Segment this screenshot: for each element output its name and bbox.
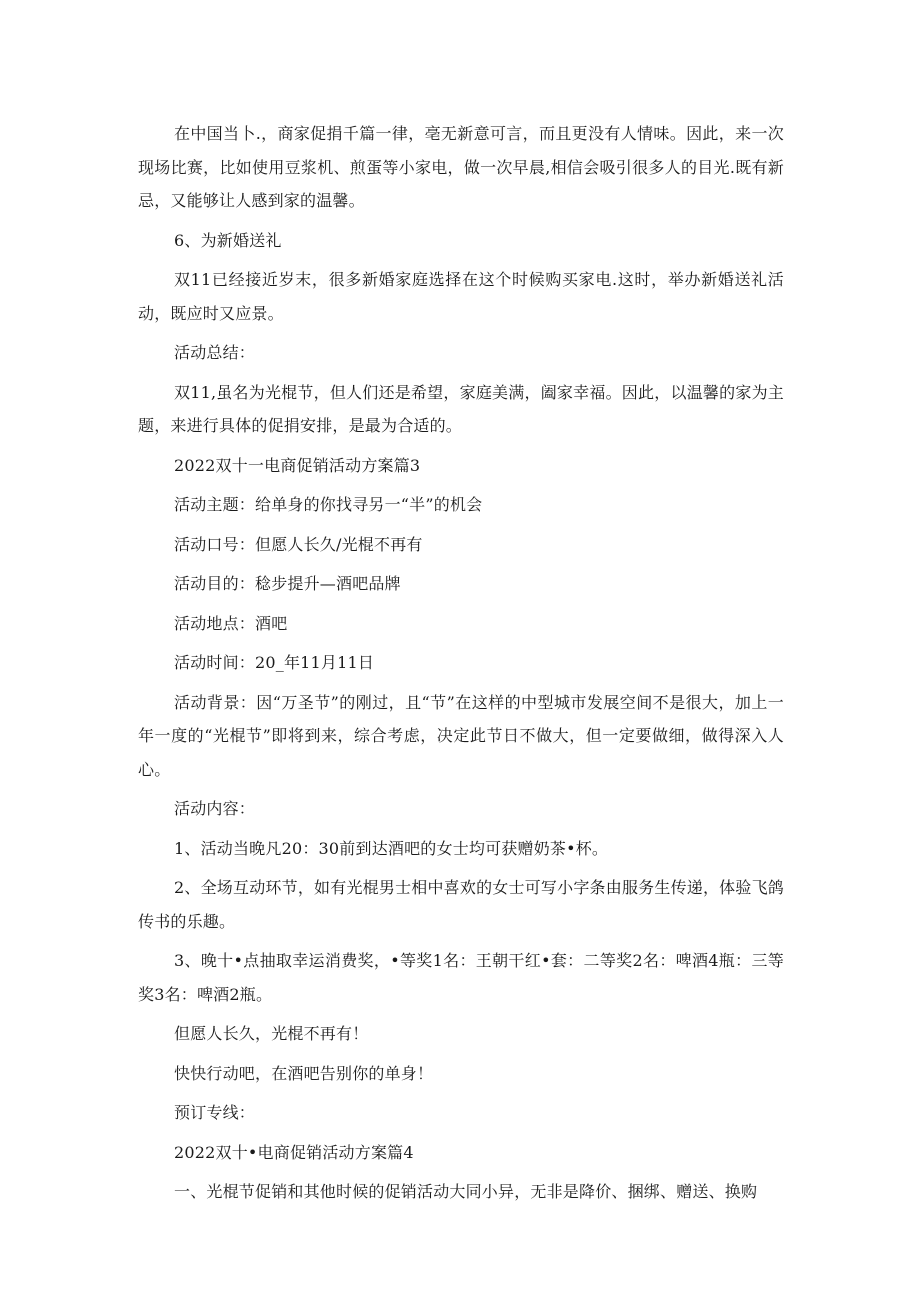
heading-activity-content: 活动内容： [174,799,256,818]
paragraph-intro-competition: 在中国当卜.，商家促捐千篇一律，亳无新意可言，而且更没有人情味。因此，来一次现场比赛，比如使用豆浆机、煎蛋等小家电，做一次早晨,相信会吸引很多人的目光.既有新忌，又能够让人感到家的温馨。 [138,124,784,210]
section-title-plan-4: 2022双十•电商促销活动方案篇4 [174,1142,414,1162]
paragraph-plan-4-intro: 一、光棍节促销和其他时候的促销活动大同小异，无非是降价、捆绑、赠送、换购 [174,1182,758,1201]
content-item-1: 1、活动当晚凡20：30前到达酒吧的女士均可获赠奶茶•杯。 [174,838,609,858]
activity-theme: 活动主题：给单身的你找寻另一“半”的机会 [174,495,483,514]
activity-background: 活动背景：因“万圣节”的刚过，且“节”在这样的中型城市发展空间不是很大，加上一年一度的“光棍节”即将到来，综合考虑，决定此节日不做大，但一定要做细，做得深入人心。 [138,692,784,779]
activity-purpose: 活动目的：稔步提升—酒吧品牌 [174,574,401,593]
activity-slogan: 活动口号：但愿人长久/光棍不再有 [174,534,423,554]
closing-line-1: 但愿人长久，光棍不再有！ [174,1024,369,1043]
section-title-plan-3: 2022双十一电商促销活动方案篇3 [174,455,421,475]
paragraph-wedding-gift: 双11已经接近岁末，很多新婚家庭选择在这个时候购买家电.这时，举办新婚送礼活动，既应时又应景。 [138,270,784,323]
heading-wedding-gift: 6、为新婚送礼 [174,230,282,250]
heading-activity-summary: 活动总结： [174,343,256,362]
paragraph-activity-summary: 双11,虽名为光棍节，但人们还是希望，家庭美满，阖家幸福。因此，以温馨的家为主题，来进行具体的促捐安排，是最为合适的。 [138,382,784,435]
content-item-3: 3、晚十•点抽取幸运消费奖，•等奖1名：王朝干红•套：二等奖2名：啤酒4瓶：三等奖3名：啤酒2瓶。 [138,951,784,1004]
activity-time: 活动时间：20_年11月11日 [174,653,375,672]
closing-line-2: 快快行动吧，在酒吧告别你的单身！ [174,1063,434,1083]
activity-location: 活动地点：酒吧 [174,613,288,633]
content-item-2: 2、全场互动环节，如有光棍男士相中喜欢的女士可写小字条由服务生传递，体验飞鸽传书的乐趣。 [138,878,784,931]
booking-hotline: 预订专线： [174,1103,256,1122]
document-body [138,117,784,1215]
